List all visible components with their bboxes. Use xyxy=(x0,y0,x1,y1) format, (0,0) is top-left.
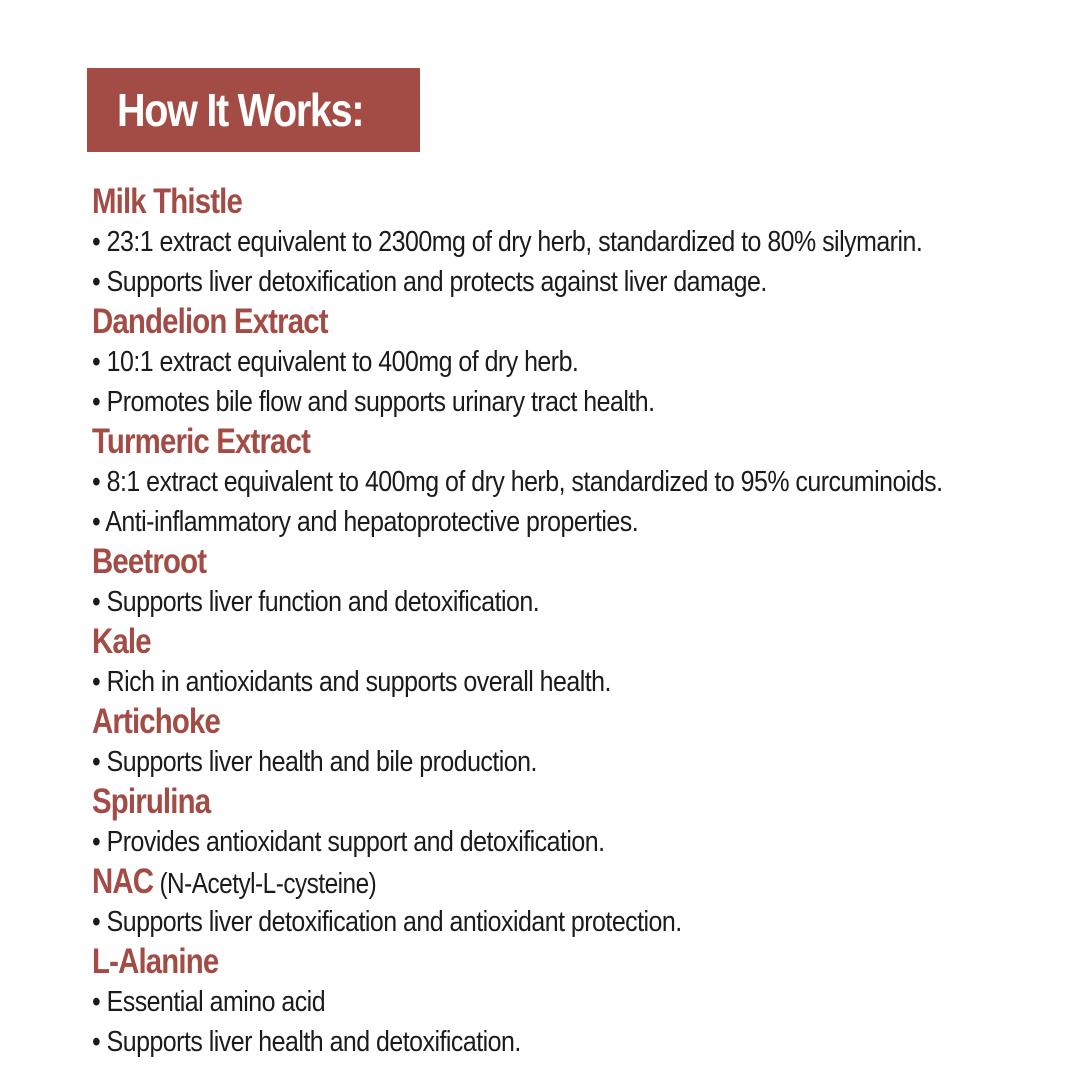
ingredient-bullet: • 10:1 extract equivalent to 400mg of dry herb. xyxy=(92,346,579,378)
ingredient-bullet: • Promotes bile flow and supports urinary tract health. xyxy=(92,386,655,418)
ingredient-name: Milk Thistle xyxy=(92,182,243,221)
page-title: How It Works: xyxy=(117,84,364,136)
ingredient-name: NAC xyxy=(92,862,154,901)
ingredient-bullet: • Provides antioxidant support and detoxification. xyxy=(92,826,605,858)
ingredient-bullet: • 8:1 extract equivalent to 400mg of dry herb, standardized to 95% curcuminoids. xyxy=(92,466,943,498)
ingredient-dandelion-extract xyxy=(92,300,1072,420)
ingredient-l-alanine xyxy=(92,940,1072,1060)
ingredient-kale xyxy=(92,620,1072,700)
ingredient-bullet: • Anti-inflammatory and hepatoprotective properties. xyxy=(92,506,639,538)
header-banner xyxy=(87,68,420,152)
ingredient-bullet: • Supports liver function and detoxification. xyxy=(92,586,540,618)
ingredient-spirulina xyxy=(92,780,1072,860)
ingredient-bullet: • Essential amino acid xyxy=(92,986,326,1018)
ingredient-bullet: • 23:1 extract equivalent to 2300mg of dry herb, standardized to 80% silymarin. xyxy=(92,226,923,258)
ingredient-name: Turmeric Extract xyxy=(92,422,311,461)
ingredient-milk-thistle xyxy=(92,180,1072,300)
ingredient-bullet: • Supports liver detoxification and protects against liver damage. xyxy=(92,266,767,298)
ingredient-name: Kale xyxy=(92,622,151,661)
ingredient-name: Dandelion Extract xyxy=(92,302,328,341)
ingredient-bullet: • Supports liver health and bile production. xyxy=(92,746,537,778)
ingredient-artichoke xyxy=(92,700,1072,780)
ingredient-name: Artichoke xyxy=(92,702,221,741)
ingredient-name: L-Alanine xyxy=(92,942,219,981)
ingredient-name: Beetroot xyxy=(92,542,207,581)
ingredient-bullet: • Rich in antioxidants and supports overall health. xyxy=(92,666,611,698)
ingredient-nac xyxy=(92,860,1072,940)
ingredient-turmeric-extract xyxy=(92,420,1072,540)
ingredient-note: (N-Acetyl-L-cysteine) xyxy=(153,868,377,900)
ingredient-bullet: • Supports liver detoxification and antioxidant protection. xyxy=(92,906,682,938)
ingredient-name: Spirulina xyxy=(92,782,211,821)
ingredient-beetroot xyxy=(92,540,1072,620)
ingredient-bullet: • Supports liver health and detoxification. xyxy=(92,1026,521,1058)
ingredient-list xyxy=(92,180,1072,1060)
